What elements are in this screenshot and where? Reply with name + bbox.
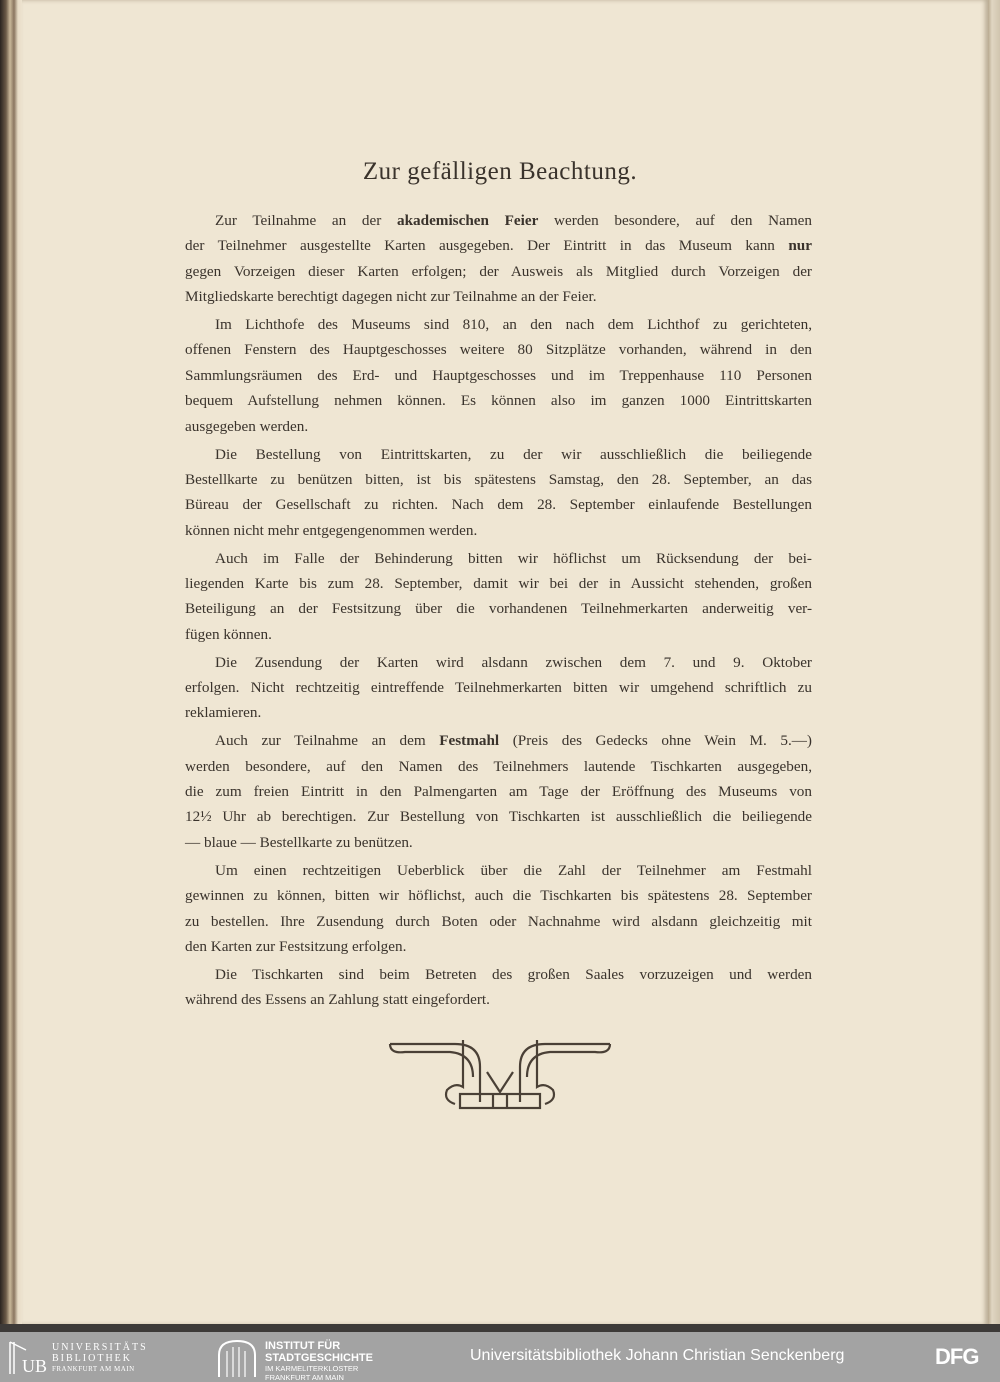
paragraph (185, 442, 812, 544)
paragraph (185, 962, 812, 1013)
text-line: Die Tischkarten sind beim Betreten des großen Saales vorzuzeigen und werden (215, 965, 812, 983)
text-line: gegen Vorzeigen dieser Karten erfolgen; der Ausweis als Mitglied durch Vorzeigen der (185, 262, 812, 280)
page-edge (988, 0, 1000, 1332)
isg-line4: FRANKFURT AM MAIN (265, 1373, 344, 1382)
document-body (185, 208, 812, 1015)
svg-text:UB: UB (22, 1356, 48, 1376)
text-line: Die Bestellung von Eintrittskarten, zu der wir ausschließlich die beiliegende (215, 445, 812, 463)
dfg-logo: DFG (935, 1344, 979, 1369)
text-line: Im Lichthofe des Museums sind 810, an den nach dem Lichthof zu gerichteten, (215, 316, 812, 334)
text-line: der Teilnehmer ausgestellte Karten ausgegeben. Der Eintritt in das Museum kann nur (185, 237, 812, 255)
ub-line1: UNIVERSITÄTS (52, 1342, 148, 1353)
text-line: bequem Aufstellung nehmen können. Es können also im ganzen 1000 Eintrittskarten (185, 392, 812, 410)
text-line: Auch im Falle der Behinderung bitten wir höflichst um Rücksendung der bei- (215, 549, 812, 567)
book-binding (0, 0, 24, 1332)
text-line: ausgegeben werden. (185, 417, 309, 435)
ornament-icon (385, 1032, 615, 1112)
ub-line3: FRANKFURT AM MAIN (52, 1365, 135, 1373)
text-line: während des Essens an Zahlung statt eingefordert. (185, 991, 490, 1009)
text-line: fügen können. (185, 625, 272, 643)
isg-arch-icon (215, 1339, 259, 1377)
ub-logo-icon (8, 1338, 48, 1376)
paragraph (185, 858, 812, 960)
paragraph (185, 546, 812, 648)
text-line: reklamieren. (185, 704, 262, 722)
footer-bar (0, 1332, 1000, 1382)
isg-line2: STADTGESCHICHTE (265, 1352, 373, 1364)
document-title: Zur gefälligen Beachtung. (362, 158, 638, 185)
text-line: Um einen rechtzeitigen Ueberblick über die Zahl der Teilnehmer am Festmahl (215, 861, 812, 879)
text-line: — blaue — Bestellkarte zu benützen. (185, 833, 413, 851)
text-line: Sammlungsräumen des Erd- und Hauptgeschosses und im Treppenhause 110 Personen (185, 366, 812, 384)
text-line: Bestellkarte zu benützen bitten, ist bis spätestens Samstag, den 28. September, an das (185, 470, 812, 488)
ub-line2: BIBLIOTHEK (52, 1353, 132, 1364)
text-line: Auch zur Teilnahme an dem Festmahl (Preis des Gedecks ohne Wein M. 5.—) (215, 732, 812, 750)
text-line: liegenden Karte bis zum 28. September, damit wir bei der in Aussicht stehenden, großen (185, 574, 812, 592)
isg-logo-text (265, 1340, 373, 1382)
text-line: Zur Teilnahme an der akademischen Feier werden besondere, auf den Namen (215, 212, 813, 229)
paragraph (185, 208, 812, 310)
text-line: gewinnen zu können, bitten wir höflichst, auch die Tischkarten bis spätestens 28. September (185, 887, 812, 905)
text-line: können nicht mehr entgegengenommen werden. (185, 521, 478, 539)
text-line: die zum freien Eintritt in den Palmengarten am Tage der Eröffnung des Museums von (185, 783, 812, 801)
text-line: den Karten zur Festsitzung erfolgen. (185, 937, 407, 955)
paragraph (185, 650, 812, 726)
library-name: Universitätsbibliothek Johann Christian Senckenberg (470, 1347, 845, 1364)
text-line: Büreau der Gesellschaft zu richten. Nach dem 28. September einlaufende Bestellungen (185, 496, 812, 514)
text-line: werden besondere, auf den Namen des Teilnehmers lautende Tischkarten ausgegeben, (185, 757, 812, 775)
isg-line1: INSTITUT FÜR (265, 1340, 341, 1352)
text-line: Beteiligung an der Festsitzung über die vorhandenen Teilnehmerkarten anderweitig ver- (185, 600, 812, 618)
text-line: Mitgliedskarte berechtigt dagegen nicht zur Teilnahme an der Feier. (185, 288, 597, 306)
text-line: offenen Fenstern des Hauptgeschosses weitere 80 Sitzplätze vorhanden, während in den (185, 341, 812, 359)
isg-line3: IM KARMELITERKLOSTER (265, 1364, 359, 1373)
text-line: 12½ Uhr ab berechtigen. Zur Bestellung von Tischkarten ist ausschließlich die beiliegende (185, 808, 812, 826)
ub-logo-text (52, 1342, 148, 1375)
text-line: Die Zusendung der Karten wird alsdann zwischen dem 7. und 9. Oktober (215, 653, 812, 671)
text-line: erfolgen. Nicht rechtzeitig eintreffende Teilnehmerkarten bitten wir umgehend schriftlich zu (185, 679, 812, 697)
text-line: zu bestellen. Ihre Zusendung durch Boten oder Nachnahme wird alsdann gleichzeitig mit (185, 912, 812, 930)
paragraph (185, 728, 812, 855)
paragraph (185, 312, 812, 439)
